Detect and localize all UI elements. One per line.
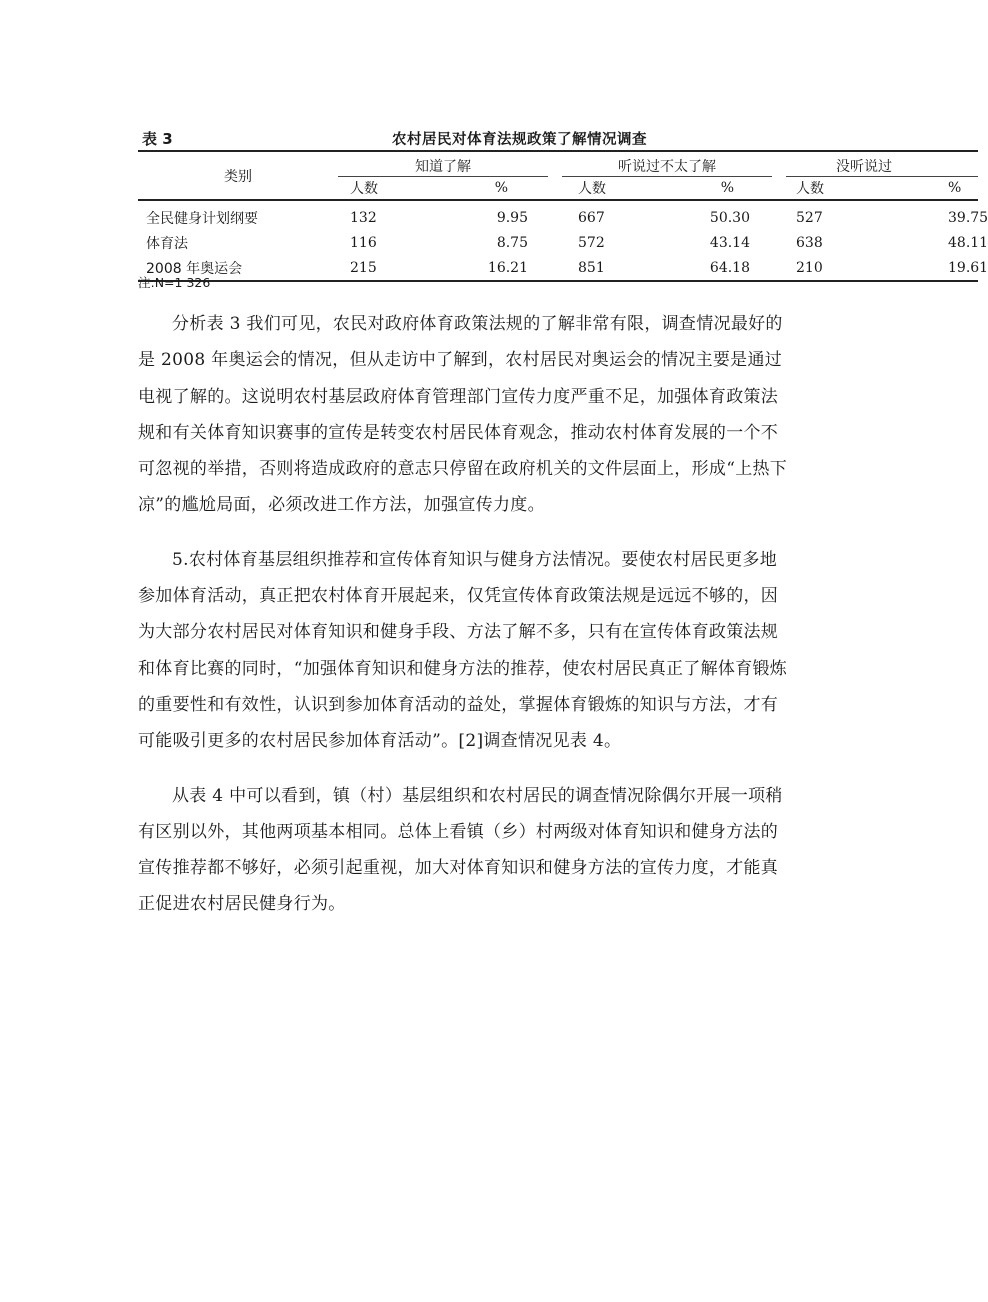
table-cell: 9.95 — [496, 209, 528, 226]
table-note: 注:N=1 326 — [138, 275, 211, 290]
row-label: 全民健身计划纲要 — [146, 210, 258, 227]
table-cell: 48.11 — [948, 234, 988, 251]
table-cell: 638 — [796, 234, 823, 251]
paragraph-table-4: 从表 4 中可以看到，镇（村）基层组织和农村居民的调查情况除偶尔开展一项稍有区别以外，其他两项基本相同。总体上看镇（乡）村两级对体育知识和健身方法的宣传推荐都不够好，必须引起重视，加大对体育知识和健身方法的宣传力度，才能真正促进农村居民健身行为。 — [138, 785, 783, 915]
table-cell: 43.14 — [709, 234, 750, 251]
row-label: 体育法 — [146, 235, 188, 252]
paragraph-analysis: 分析表 3 我们可见，农民对政府体育政策法规的了解非常有限，调查情况最好的是 2008 年奥运会的情况，但从走访中了解到，农村居民对奥运会的情况主要是通过电视了解的。这说明农村基层政府体育管理部门宣传力度严重不足，加强体育政策法规和有关体育知识赛事的宣传是转变农村居民体育观念，推动农村体育发展的一个不可忽视的举措，否则将造成政府的意志只停留在政府机关的文件层面上，形成“上热下凉”的尴尬局面，必须改进工作方法，加强宣传力度。 — [138, 314, 788, 516]
sub-header-count: 人数 — [350, 181, 378, 197]
table-cell: 64.18 — [709, 259, 750, 276]
table-caption — [138, 128, 920, 150]
sub-header-percent: % — [494, 180, 508, 196]
table-cell: 210 — [796, 259, 823, 276]
table-cell: 667 — [578, 209, 605, 226]
table-cell: 16.21 — [487, 259, 528, 276]
table-cell: 132 — [350, 209, 377, 226]
body-text — [138, 306, 788, 941]
sub-header-count: 人数 — [796, 181, 824, 197]
group-header-never: 没听说过 — [786, 151, 978, 177]
survey-table — [138, 150, 988, 282]
table-cell: 39.75 — [948, 209, 988, 226]
table-label: 表 3 — [142, 130, 173, 148]
sub-header-count: 人数 — [578, 181, 606, 197]
table-cell: 572 — [578, 234, 605, 251]
table-row — [138, 230, 978, 255]
table-cell: 215 — [350, 259, 377, 276]
table-row — [138, 200, 978, 230]
table-cell: 50.30 — [709, 209, 750, 226]
sub-header-percent: % — [948, 180, 962, 196]
category-header: 类别 — [138, 151, 338, 200]
group-header-known: 知道了解 — [338, 151, 548, 177]
survey-table-figure — [138, 128, 988, 282]
row-label: 2008 年奥运会 — [146, 260, 243, 277]
table-cell: 116 — [350, 234, 377, 251]
table-row — [138, 255, 978, 281]
sub-header-percent: % — [720, 180, 734, 196]
group-header-heard: 听说过不太了解 — [562, 151, 772, 177]
table-cell: 19.61 — [948, 259, 988, 276]
table-cell: 527 — [796, 209, 823, 226]
table-cell: 8.75 — [496, 234, 528, 251]
table-title: 农村居民对体育法规政策了解情况调查 — [392, 132, 647, 148]
paragraph-section-5: 5.农村体育基层组织推荐和宣传体育知识与健身方法情况。要使农村居民更多地参加体育活动，真正把农村体育开展起来，仅凭宣传体育政策法规是远远不够的，因为大部分农村居民对体育知识和健身手段、方法了解不多，只有在宣传体育政策法规和体育比赛的同时，“加强体育知识和健身方法的推荐，使农村居民真正了解体育锻炼的重要性和有效性，认识到参加体育活动的益处，掌握体育锻炼的知识与方法，才有可能吸引更多的农村居民参加体育活动”。[2]调查情况见表 4。 — [138, 549, 788, 752]
table-cell: 851 — [578, 259, 605, 276]
